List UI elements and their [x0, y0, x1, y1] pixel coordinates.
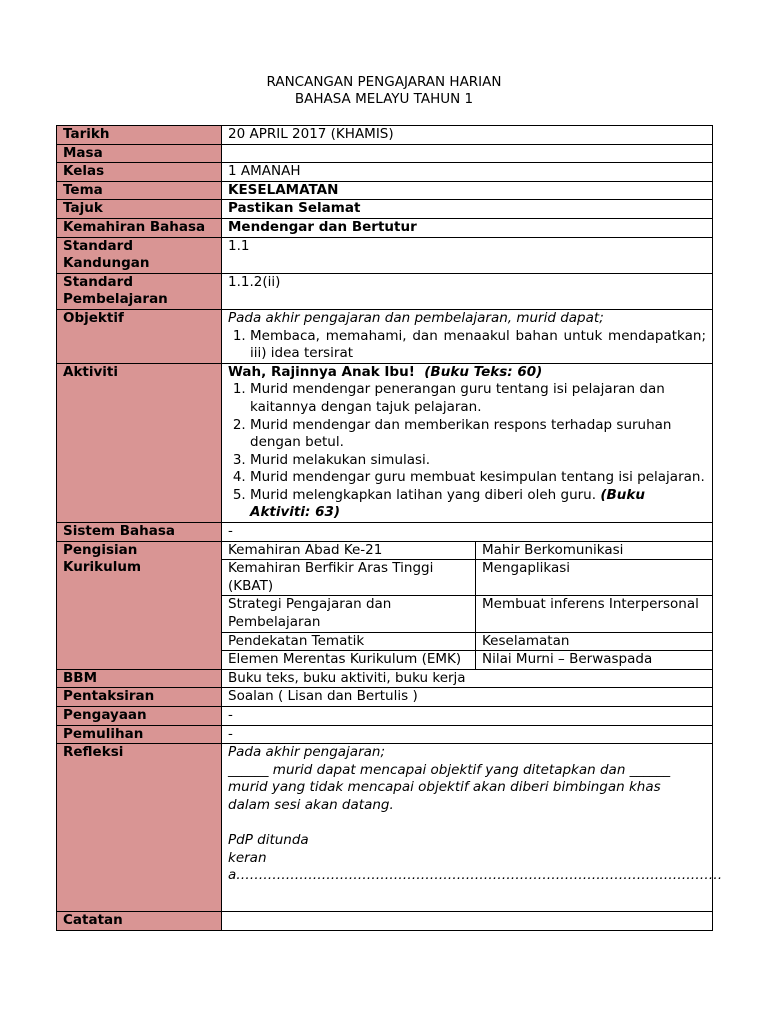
- row-pengisian-kurikulum: [57, 541, 713, 669]
- pengisian-value: Mengaplikasi: [476, 560, 713, 596]
- row-pentaksiran: [57, 688, 713, 707]
- aktiviti-item: 1. Murid mendengar penerangan guru tentang isi pelajaran dan kaitannya dengan tajuk pelajaran.: [250, 381, 706, 416]
- pengisian-key: Kemahiran Berfikir Aras Tinggi (KBAT): [222, 560, 476, 596]
- title-line-2: BAHASA MELAYU TAHUN 1: [294, 91, 474, 107]
- value-standard-pembelajaran: 1.1.2(ii): [222, 273, 713, 309]
- row-kelas: [57, 163, 713, 182]
- pengisian-key: Elemen Merentas Kurikulum (EMK): [222, 651, 476, 669]
- refleksi-line-2: ______ murid dapat mencapai objektif yang ditetapkan dan ______ murid yang tidak mencapai objektif akan diberi bimbingan khas dalam sesi akan datang.: [228, 761, 671, 813]
- pengisian-row: [222, 560, 712, 596]
- objektif-intro: Pada akhir pengajaran dan pembelajaran, murid dapat;: [228, 309, 604, 326]
- label-aktiviti: Aktiviti: [57, 363, 222, 522]
- label-masa: Masa: [57, 144, 222, 163]
- label-tarikh: Tarikh: [57, 126, 222, 145]
- row-aktiviti: [57, 363, 713, 522]
- value-aktiviti: [222, 363, 713, 522]
- pengisian-row: [222, 651, 712, 669]
- row-tajuk: [57, 200, 713, 219]
- aktiviti-heading: [228, 364, 706, 382]
- value-pentaksiran: Soalan ( Lisan dan Bertulis ): [222, 688, 713, 707]
- aktiviti-last-text: Murid melengkapkan latihan yang diberi oleh guru.: [250, 486, 597, 503]
- value-pengisian-kurikulum: [222, 541, 713, 669]
- label-sistem-bahasa: Sistem Bahasa: [57, 523, 222, 542]
- label-pemulihan: Pemulihan: [57, 725, 222, 744]
- label-standard-kandungan: Standard Kandungan: [57, 237, 222, 273]
- pengisian-key: Strategi Pengajaran dan Pembelajaran: [222, 596, 476, 632]
- value-catatan: [222, 912, 713, 931]
- row-kemahiran-bahasa: [57, 218, 713, 237]
- pengisian-table: [222, 542, 712, 669]
- title-line-1: RANCANGAN PENGAJARAN HARIAN: [266, 74, 502, 90]
- refleksi-line-3: PdP ditunda: [228, 832, 309, 849]
- row-bbm: [57, 669, 713, 688]
- row-tarikh: [57, 126, 713, 145]
- label-bbm: BBM: [57, 669, 222, 688]
- row-refleksi: [57, 744, 713, 912]
- pengisian-key: Kemahiran Abad Ke-21: [222, 542, 476, 560]
- lesson-plan-table: [56, 125, 723, 931]
- aktiviti-heading-ref: (Buku Teks: 60): [424, 363, 543, 380]
- row-pemulihan: [57, 725, 713, 744]
- aktiviti-list: [228, 381, 706, 522]
- label-pengayaan: Pengayaan: [57, 707, 222, 726]
- pengisian-value: Keselamatan: [476, 632, 713, 651]
- pengisian-row: [222, 542, 712, 560]
- label-standard-pembelajaran: Standard Pembelajaran: [57, 273, 222, 309]
- aktiviti-item: 4. Murid mendengar guru membuat kesimpulan tentang isi pelajaran.: [250, 469, 706, 487]
- refleksi-line-4: kerana………………………………………………………………………………………………: [228, 849, 723, 884]
- aktiviti-last-ref: (Buku Aktiviti: 63): [250, 486, 645, 521]
- row-standard-kandungan: [57, 237, 713, 273]
- label-pentaksiran: Pentaksiran: [57, 688, 222, 707]
- value-tajuk: Pastikan Selamat: [222, 200, 713, 219]
- pengisian-value: Membuat inferens Interpersonal: [476, 596, 713, 632]
- value-masa: [222, 144, 713, 163]
- value-sistem-bahasa: -: [222, 523, 713, 542]
- pengisian-row: [222, 596, 712, 632]
- value-objektif: [222, 309, 713, 363]
- label-pengisian-kurikulum: Pengisian Kurikulum: [57, 541, 222, 669]
- row-objektif: [57, 309, 713, 363]
- objektif-list: [228, 328, 706, 363]
- label-kelas: Kelas: [57, 163, 222, 182]
- value-standard-kandungan: 1.1: [222, 237, 713, 273]
- aktiviti-item: [250, 487, 706, 522]
- document-title: [0, 74, 768, 108]
- row-pengayaan: [57, 707, 713, 726]
- pengisian-value: Nilai Murni – Berwaspada: [476, 651, 713, 669]
- value-refleksi: [222, 744, 723, 912]
- value-tarikh: 20 APRIL 2017 (KHAMIS): [222, 126, 713, 145]
- label-tajuk: Tajuk: [57, 200, 222, 219]
- value-kemahiran-bahasa: Mendengar dan Bertutur: [222, 218, 713, 237]
- row-masa: [57, 144, 713, 163]
- label-catatan: Catatan: [57, 912, 222, 931]
- pengisian-key: Pendekatan Tematik: [222, 632, 476, 651]
- value-bbm: Buku teks, buku aktiviti, buku kerja: [222, 669, 713, 688]
- row-tema: [57, 181, 713, 200]
- objektif-item: 1. Membaca, memahami, dan menaakul bahan untuk mendapatkan; iii) idea tersirat: [250, 328, 706, 363]
- value-kelas: 1 AMANAH: [222, 163, 713, 182]
- value-tema: KESELAMATAN: [222, 181, 713, 200]
- label-refleksi: Refleksi: [57, 744, 222, 912]
- pengisian-value: Mahir Berkomunikasi: [476, 542, 713, 560]
- label-tema: Tema: [57, 181, 222, 200]
- aktiviti-item: 2. Murid mendengar dan memberikan respons terhadap suruhan dengan betul.: [250, 417, 706, 452]
- label-objektif: Objektif: [57, 309, 222, 363]
- row-catatan: [57, 912, 713, 931]
- aktiviti-item: 3. Murid melakukan simulasi.: [250, 452, 706, 470]
- pengisian-row: [222, 632, 712, 651]
- row-sistem-bahasa: [57, 523, 713, 542]
- refleksi-line-1: Pada akhir pengajaran;: [228, 744, 386, 761]
- row-standard-pembelajaran: [57, 273, 713, 309]
- label-kemahiran-bahasa: Kemahiran Bahasa: [57, 218, 222, 237]
- aktiviti-heading-text: Wah, Rajinnya Anak Ibu!: [228, 363, 415, 380]
- value-pengayaan: -: [222, 707, 713, 726]
- value-pemulihan: -: [222, 725, 713, 744]
